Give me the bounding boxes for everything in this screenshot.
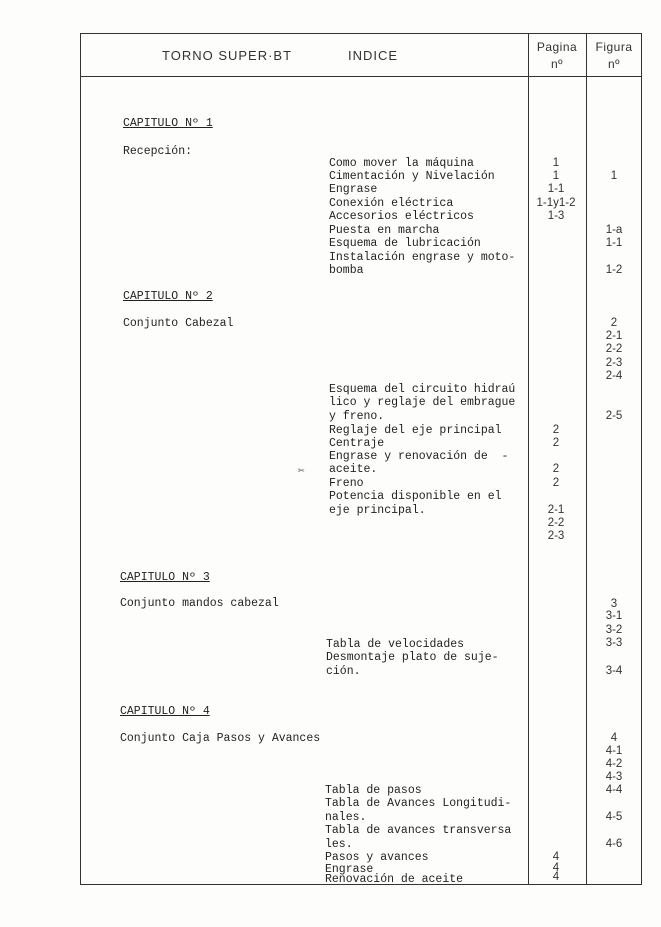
page-number: 4	[552, 862, 560, 874]
index-entry: bomba	[329, 264, 364, 277]
page-number: 1-3	[547, 210, 565, 222]
figure-number: 2	[610, 317, 618, 329]
page-number: 2-3	[547, 530, 565, 542]
figure-number: 1-1	[605, 237, 623, 249]
figure-number: 2-4	[605, 370, 623, 382]
page-number: 2-2	[547, 517, 565, 529]
index-entry: Engrase y renovación de -	[329, 450, 509, 463]
index-entry: lico y reglaje del embrague	[329, 396, 516, 409]
figure-number: 4-5	[605, 811, 623, 823]
page-number: 1	[552, 170, 560, 182]
chapter-title: CAPITULO Nº 4	[120, 705, 210, 718]
page-title: INDICE	[348, 48, 399, 63]
page-number: 4	[552, 871, 560, 883]
figure-number: 4-1	[605, 745, 623, 757]
index-entry: Como mover la máquina	[329, 157, 474, 170]
index-entry: nales.	[325, 811, 367, 824]
index-entry: eje principal.	[329, 504, 426, 517]
chapter-heading: Recepción:	[123, 145, 193, 158]
figure-number: 4-2	[605, 758, 623, 770]
index-entry: Conexión eléctrica	[329, 197, 454, 210]
index-entry: Freno	[329, 477, 364, 490]
scissors-mark-icon: ✂	[298, 466, 305, 478]
index-entry: Tabla de velocidades	[326, 638, 465, 651]
chapter-heading: Conjunto Cabezal	[123, 317, 234, 330]
index-entry: Renovación de aceite	[325, 873, 464, 886]
chapter-heading: Conjunto Caja Pasos y Avances	[120, 732, 321, 745]
index-entry: Accesorios eléctricos	[329, 210, 474, 223]
pagina-header: Pagina	[536, 40, 578, 54]
index-entry: les.	[325, 838, 353, 851]
chapter-title: CAPITULO Nº 2	[123, 290, 213, 303]
page-number: 1-1	[547, 183, 565, 195]
figure-number: 1-2	[605, 264, 623, 276]
page-number: 1-1y1-2	[536, 197, 576, 209]
figure-number: 4-6	[605, 838, 623, 850]
index-entry: Centraje	[329, 437, 385, 450]
index-entry: Reglaje del eje principal	[329, 424, 502, 437]
index-entry: aceite.	[329, 463, 378, 476]
figure-number: 2-2	[605, 343, 623, 355]
chapter-title: CAPITULO Nº 3	[120, 571, 210, 584]
figure-number: 1	[610, 170, 618, 182]
figure-number: 4-4	[605, 784, 623, 796]
index-entry: Potencia disponible en el	[329, 490, 502, 503]
figure-number: 3-4	[605, 665, 623, 677]
index-entry: Tabla de avances transversa	[325, 824, 512, 837]
index-entry: Pasos y avances	[325, 851, 429, 864]
figure-number: 3-3	[605, 637, 623, 649]
machine-title: TORNO SUPER·BT	[162, 48, 293, 63]
figura-header: Figura	[595, 40, 633, 54]
index-entry: y freno.	[329, 410, 385, 423]
page-number: 4	[552, 851, 560, 863]
figure-number: 3-2	[605, 624, 623, 636]
page-number: 2-1	[547, 504, 565, 516]
index-entry: Tabla de Avances Longitudi-	[325, 797, 512, 810]
figure-number: 3	[610, 598, 618, 610]
figura-number-header: nº	[607, 57, 621, 71]
header-divider	[80, 76, 642, 77]
figure-number: 1-a	[605, 224, 623, 236]
page-number: 2	[552, 424, 560, 436]
index-entry: Cimentación y Nivelación	[329, 170, 495, 183]
index-entry: Esquema de lubricación	[329, 237, 481, 250]
pagina-number-header: nº	[550, 57, 564, 71]
index-entry: ción.	[326, 665, 361, 678]
page-number: 2	[552, 437, 560, 449]
chapter-title: CAPITULO Nº 1	[123, 117, 213, 130]
figura-column-divider	[586, 33, 587, 885]
page-number: 2	[552, 477, 560, 489]
chapter-heading: Conjunto mandos cabezal	[120, 597, 279, 610]
figure-number: 4-3	[605, 771, 623, 783]
figure-number: 4	[610, 732, 618, 744]
index-entry: Engrase	[329, 183, 378, 196]
index-entry: Engrase	[325, 863, 374, 876]
figure-number: 2-5	[605, 410, 623, 422]
index-entry: Tabla de pasos	[325, 784, 422, 797]
index-entry: Esquema del circuito hidraú	[329, 383, 516, 396]
index-entry: Puesta en marcha	[329, 224, 440, 237]
figure-number: 2-1	[605, 330, 623, 342]
index-entry: Instalación engrase y moto-	[329, 251, 516, 264]
page-number: 2	[552, 463, 560, 475]
figure-number: 3-1	[605, 610, 623, 622]
index-entry: Desmontaje plato de suje-	[326, 651, 499, 664]
figure-number: 2-3	[605, 357, 623, 369]
page-number: 1	[552, 157, 560, 169]
